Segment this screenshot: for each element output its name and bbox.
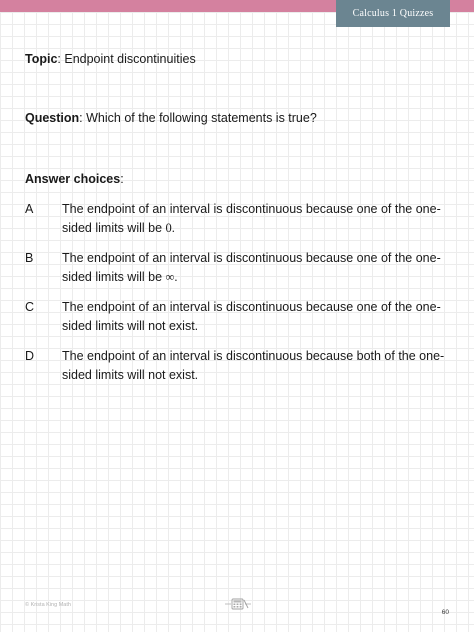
choice-letter: C [25, 300, 35, 314]
topic-line [25, 51, 196, 67]
choice-text [62, 200, 445, 238]
choice-text-body: The endpoint of an interval is discontinuous because one of the one-sided limits will be [62, 251, 441, 284]
question-line [25, 110, 317, 126]
topic-text: : Endpoint discontinuities [57, 52, 196, 66]
answer-choices-heading [25, 171, 124, 187]
choice-text [62, 298, 445, 336]
choice-text-body: The endpoint of an interval is discontinuous because one of the one-sided limits will be [62, 202, 441, 235]
choice-letter: B [25, 251, 34, 265]
question-text: : Which of the following statements is true? [79, 111, 317, 125]
choice-text [62, 249, 445, 287]
choice-text-body: The endpoint of an interval is discontinuous because both of the one-sided limits will not exist. [62, 349, 445, 382]
footer-copyright: © Krista King Math [25, 602, 71, 608]
answer-choices-label: Answer choices [25, 172, 121, 186]
choice-text [62, 347, 445, 385]
header-tab [336, 0, 450, 27]
header-tab-label: Calculus 1 Quizzes [352, 8, 434, 19]
topic-label: Topic [25, 52, 58, 66]
choice-letter: A [25, 202, 34, 216]
choice-text-math: ∞. [165, 270, 178, 284]
calculator-logo-icon [223, 597, 253, 611]
page-number: 60 [441, 609, 449, 616]
answer-choices-colon: : [120, 172, 124, 186]
choice-letter: D [25, 349, 35, 363]
question-label: Question [25, 111, 80, 125]
choice-text-math: 0. [165, 221, 175, 235]
choice-text-body: The endpoint of an interval is discontinuous because one of the one-sided limits will not exist. [62, 300, 441, 333]
